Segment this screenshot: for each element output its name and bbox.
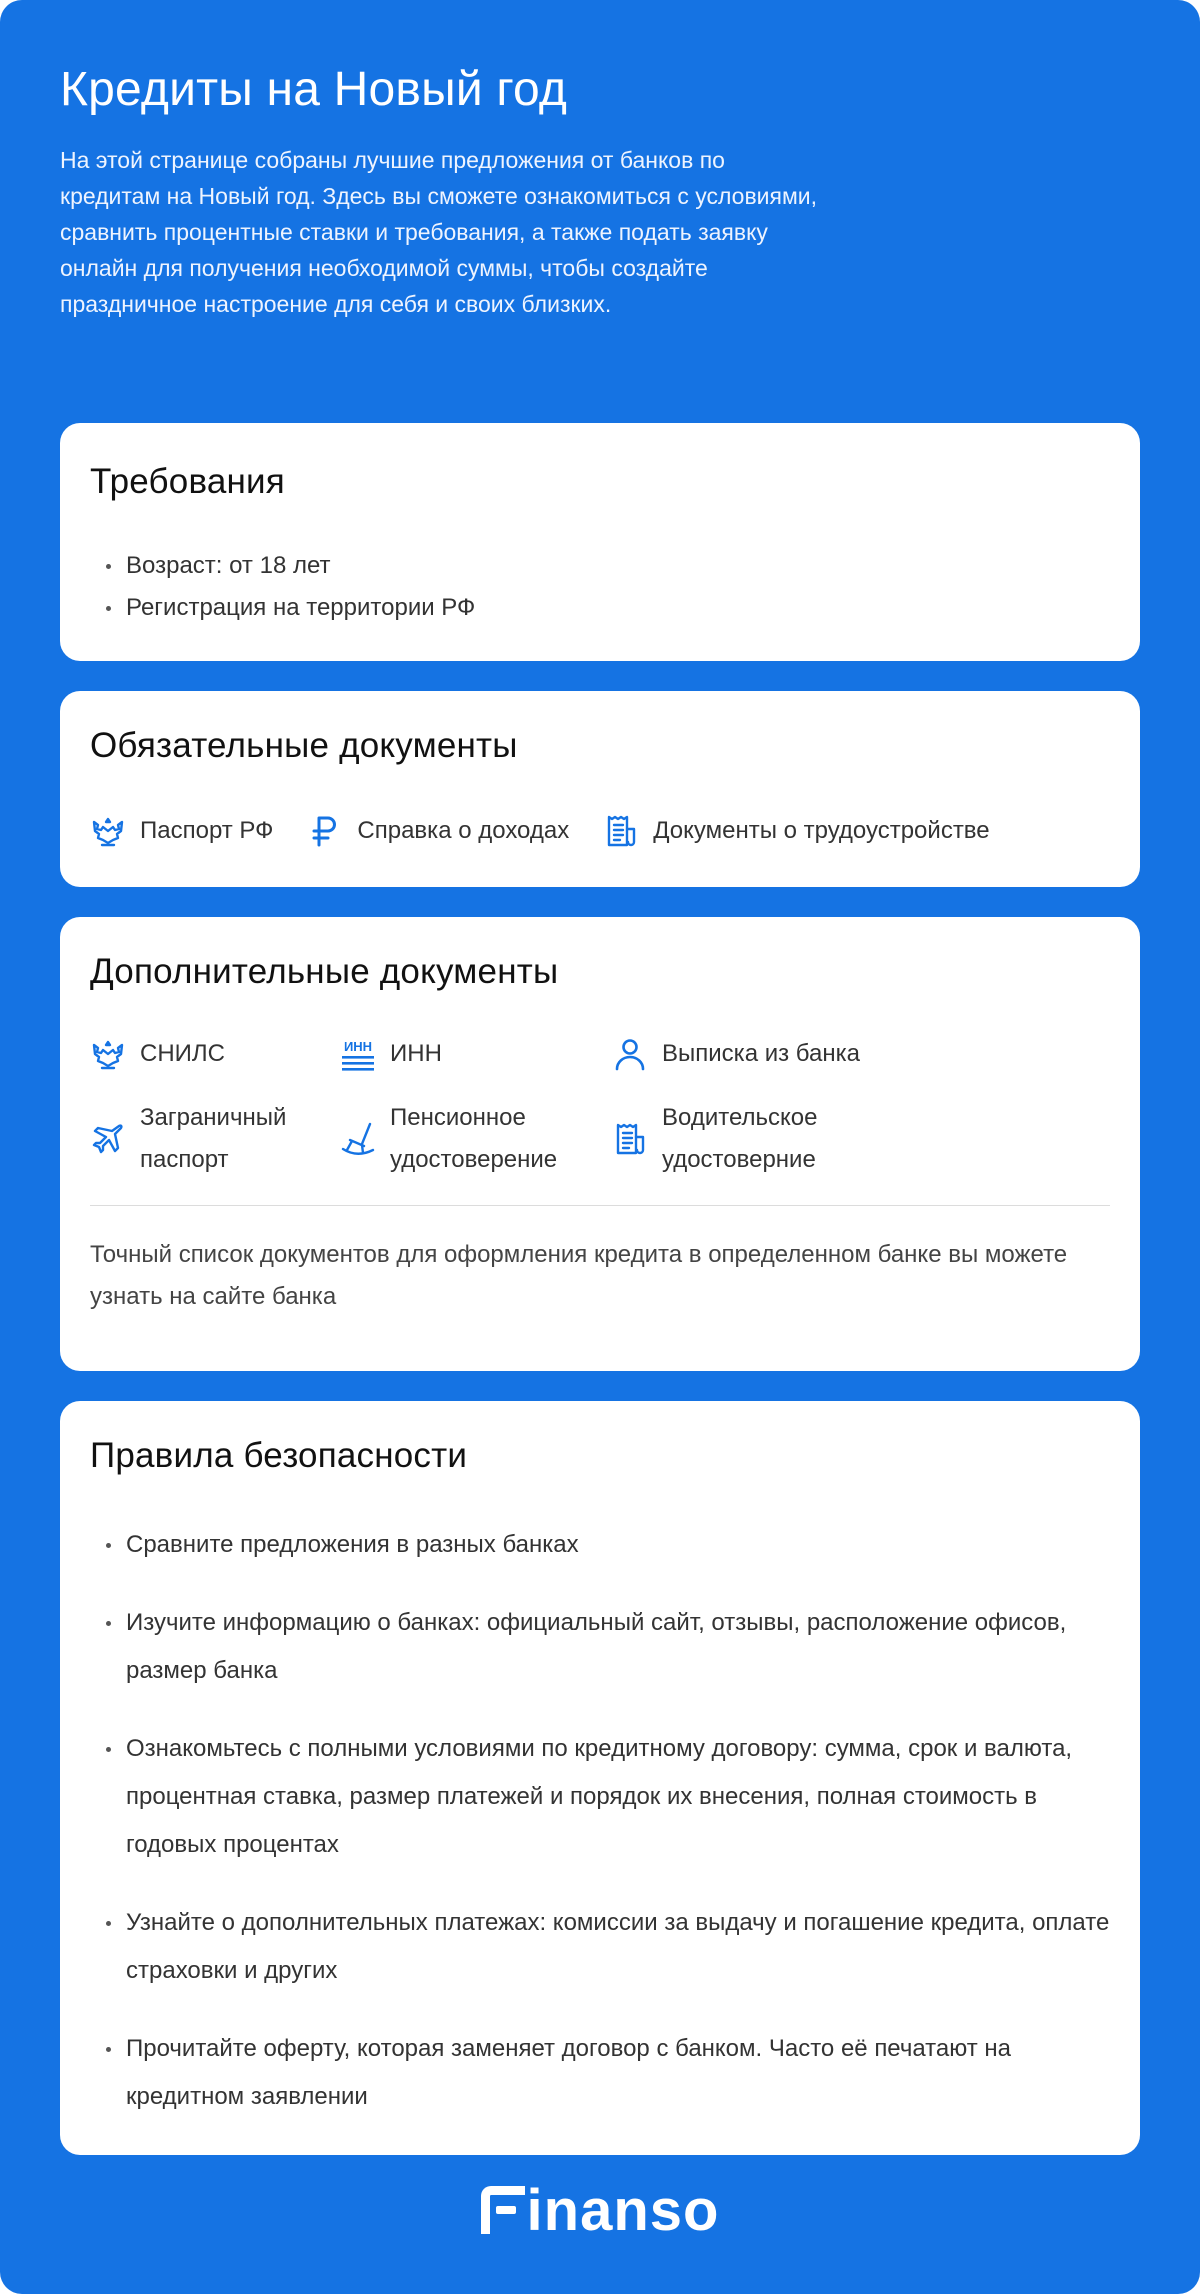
list-item: Возраст: от 18 лет bbox=[90, 545, 1110, 587]
mandatory-docs-list bbox=[90, 813, 1110, 849]
list-item: Ознакомьтесь с полными условиями по кредитному договору: сумма, срок и валюта, процентная ставка, размер платежей и порядок их внесения, полная стоимость в годовых процентах bbox=[90, 1725, 1110, 1869]
mandatory-docs-title: Обязательные документы bbox=[90, 726, 518, 765]
doc-item-income bbox=[307, 813, 569, 849]
requirements-card bbox=[60, 423, 1140, 661]
list-item: Сравните предложения в разных банках bbox=[90, 1521, 1110, 1569]
doc-label: Паспорт РФ bbox=[140, 817, 274, 844]
airplane-icon bbox=[90, 1121, 126, 1157]
logo-text: inanso bbox=[526, 2178, 720, 2243]
inn-icon bbox=[340, 1036, 376, 1072]
safety-card bbox=[60, 1401, 1140, 2155]
requirements-list bbox=[90, 545, 1110, 629]
document-icon bbox=[612, 1121, 648, 1157]
doc-item-bank-statement bbox=[612, 1033, 912, 1075]
additional-docs-list bbox=[90, 1033, 1110, 1181]
safety-list bbox=[90, 1521, 1110, 2121]
doc-label: Выписка из банка bbox=[662, 1040, 860, 1067]
doc-label: СНИЛС bbox=[140, 1040, 225, 1067]
logo-f-mark bbox=[481, 2186, 525, 2234]
list-item: Прочитайте оферту, которая заменяет договор с банком. Часто её печатают на кредитном заявлении bbox=[90, 2025, 1110, 2121]
additional-docs-card bbox=[60, 917, 1140, 1371]
docs-note: Точный список документов для оформления кредита в определенном банке вы можете узнать на сайте банка bbox=[90, 1241, 1068, 1310]
doc-item-employment bbox=[603, 813, 989, 849]
divider bbox=[90, 1205, 1110, 1206]
list-item: Узнайте о дополнительных платежах: комиссии за выдачу и погашение кредита, оплате страховки и других bbox=[90, 1899, 1110, 1995]
list-item: Регистрация на территории РФ bbox=[90, 587, 1110, 629]
finanso-logo bbox=[0, 2178, 1200, 2244]
ruble-icon bbox=[307, 813, 343, 849]
user-icon bbox=[612, 1036, 648, 1072]
safety-title: Правила безопасности bbox=[90, 1436, 468, 1475]
svg-text:ИНН: ИНН bbox=[343, 1039, 373, 1054]
mandatory-docs-card bbox=[60, 691, 1140, 887]
doc-label: ИНН bbox=[390, 1040, 442, 1067]
doc-item-inn bbox=[340, 1033, 612, 1075]
doc-label: Документы о трудоустройстве bbox=[653, 817, 990, 844]
eagle-emblem-icon bbox=[90, 813, 126, 849]
eagle-emblem-icon bbox=[90, 1036, 126, 1072]
doc-label: Справка о доходах bbox=[357, 817, 570, 844]
rocking-chair-icon bbox=[340, 1121, 376, 1157]
doc-label: Заграничный паспорт bbox=[140, 1104, 287, 1173]
doc-label: Водительское удостоверние bbox=[662, 1104, 818, 1173]
document-icon bbox=[603, 813, 639, 849]
doc-item-pension bbox=[340, 1097, 612, 1181]
page-description: На этой странице собраны лучшие предложения от банков по кредитам на Новый год. Здесь вы сможете ознакомиться с условиями, сравнить процентные ставки и требования, а также подать заявку онлайн для получения необходимой суммы, чтобы создайте праздничное настроение для себя и своих близких. bbox=[60, 147, 818, 317]
doc-item-driver-license bbox=[612, 1097, 912, 1181]
requirements-title: Требования bbox=[90, 462, 285, 501]
doc-label: Пенсионное удостоверение bbox=[390, 1104, 558, 1173]
doc-item-foreign-passport bbox=[90, 1097, 340, 1181]
list-item: Изучите информацию о банках: официальный сайт, отзывы, расположение офисов, размер банка bbox=[90, 1599, 1110, 1695]
additional-docs-title: Дополнительные документы bbox=[90, 952, 559, 991]
doc-item-passport bbox=[90, 813, 273, 849]
doc-item-snils bbox=[90, 1033, 340, 1075]
page-title: Кредиты на Новый год bbox=[60, 63, 568, 116]
